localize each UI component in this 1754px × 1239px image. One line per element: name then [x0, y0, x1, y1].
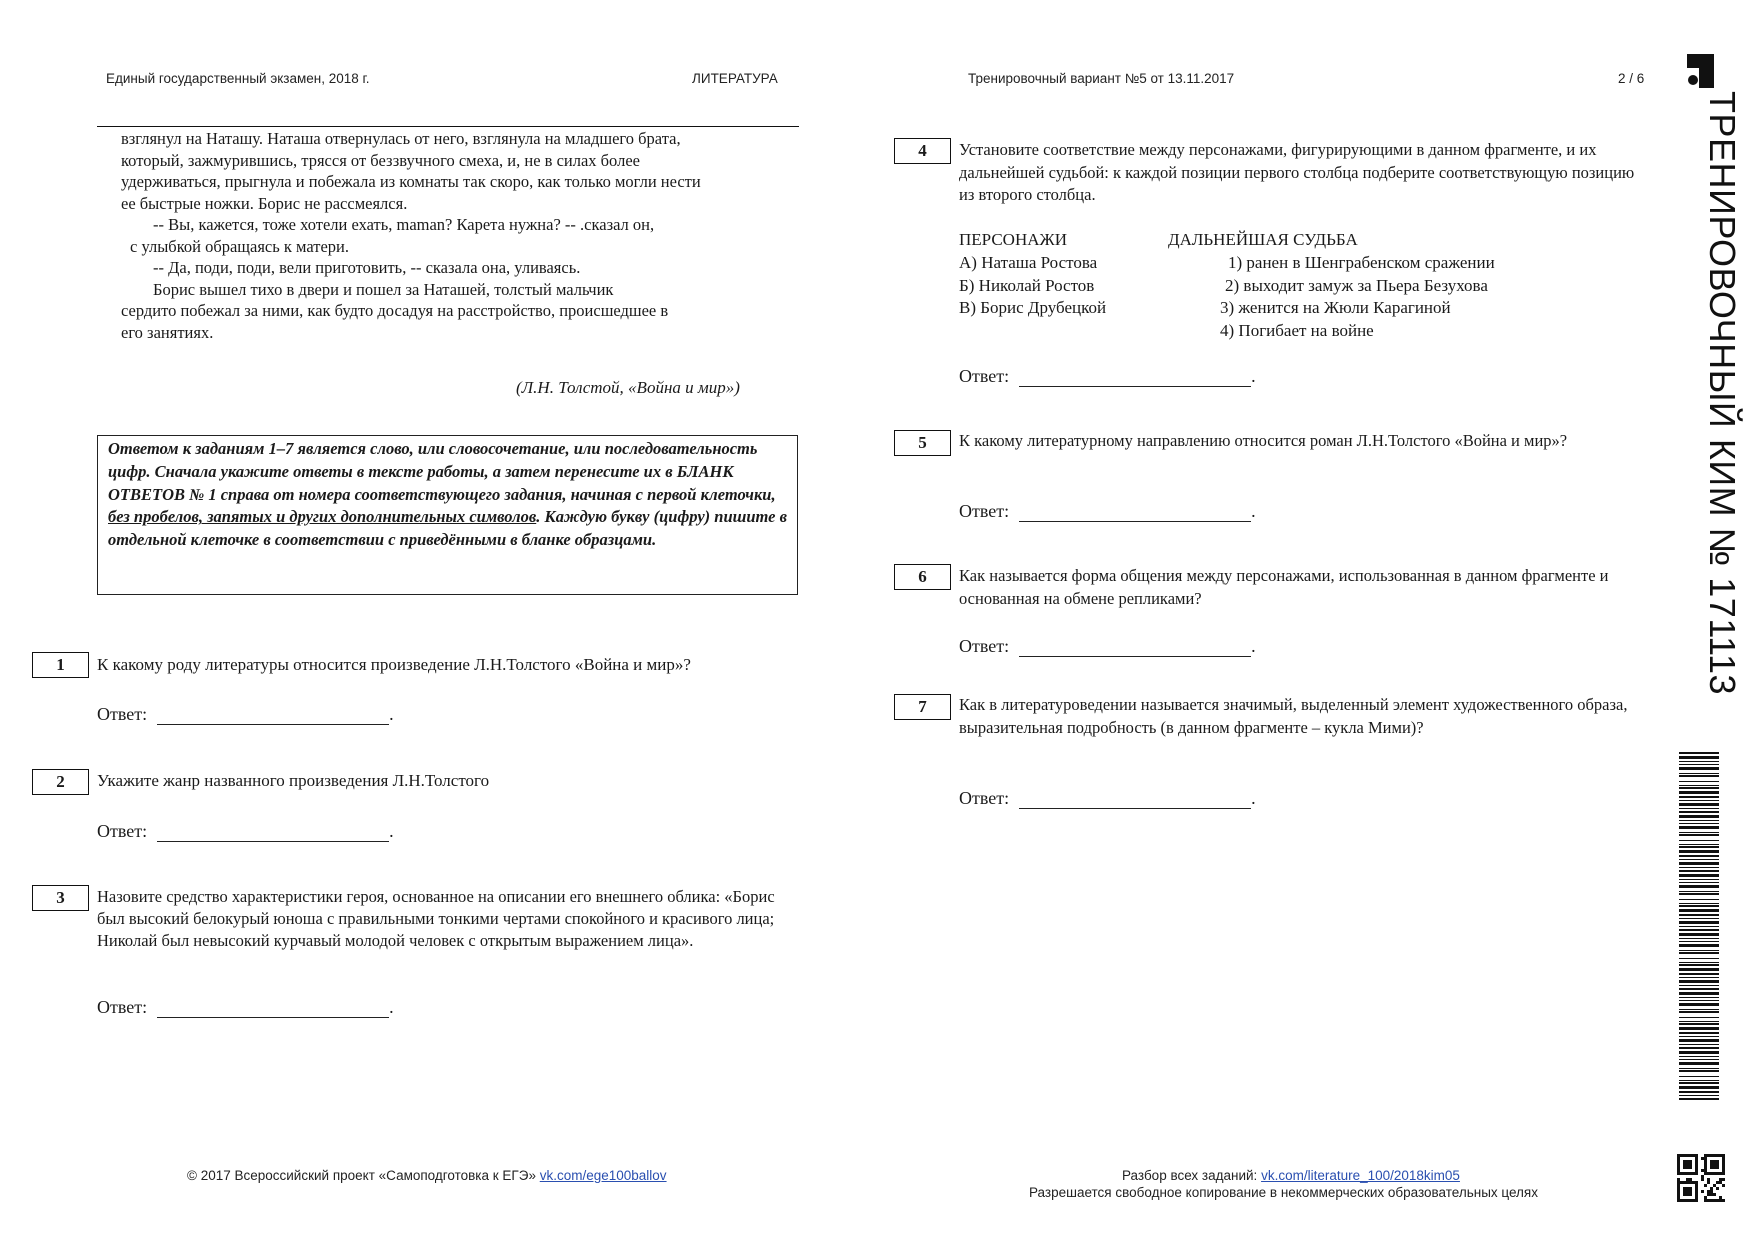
character-item: Б) Николай Ростов [959, 275, 1095, 295]
task-7-text: Как в литературоведении называется значимый, выделенный элемент художественного образа, выразительная подробность (в данном фрагменте – кукла Мими)? [959, 695, 1628, 737]
task-number-4: 4 [894, 138, 951, 164]
answer-label: Ответ: [97, 997, 148, 1017]
task-3-text: Назовите средство характеристики героя, основанное на описании его внешнего облика: «Борис был высокий белокурый юноша с правильными тонкими чертами спокойного и красивого лица; Николай был невысокий курчавый молодой человек с открытым выражением лица». [97, 887, 775, 950]
task-6-text: Как называется форма общения между персонажами, использованная в данном фрагменте и основанная на обмене репликами? [959, 566, 1609, 608]
exam-title: Единый государственный экзамен, 2018 г. [106, 71, 370, 86]
footer-left [187, 1168, 667, 1183]
task-number-7: 7 [894, 694, 951, 720]
task-number-5: 5 [894, 430, 951, 456]
passage-line: ее быстрые ножки. Борис не рассмеялся. [121, 193, 408, 213]
answer-3: Ответ: . [97, 997, 394, 1017]
answer-label: Ответ: [959, 501, 1010, 521]
answer-field-1[interactable] [157, 706, 389, 725]
answer-6: Ответ: . [959, 636, 1256, 656]
task-5-text: К какому литературному направлению относится роман Л.Н.Толстого «Война и мир»? [959, 431, 1568, 450]
variant-title: Тренировочный вариант №5 от 13.11.2017 [968, 71, 1235, 86]
answer-field-4[interactable] [1019, 368, 1251, 387]
character-item: А) Наташа Ростова [959, 253, 1098, 272]
fate-item: 3) женится на Жюли Карагиной [1220, 298, 1451, 317]
instruction-part1: Ответом к заданиям 1–7 является слово, или словосочетание, или последовательность цифр. Сначала укажите ответы в тексте работы, а затем перенесите их в БЛАНК ОТВЕТОВ № 1 справа от номера соответствующего задания, начиная с первой клеточки, [108, 439, 776, 504]
answer-label: Ответ: [97, 704, 148, 724]
answer-7: Ответ: . [959, 788, 1256, 808]
answer-2: Ответ: . [97, 821, 394, 841]
answer-label: Ответ: [959, 788, 1010, 808]
instruction-underlined: без пробелов, запятых и других дополнительных символов [108, 507, 537, 527]
task-number-6: 6 [894, 564, 951, 590]
fate-item: 2) выходит замуж за Пьера Безухова [1225, 275, 1488, 295]
task-2-text: Укажите жанр названного произведения Л.Н.Толстого [97, 771, 490, 790]
answer-label: Ответ: [97, 821, 148, 841]
passage-line: который, зажмурившись, трясся от беззвучного смеха, и, не в силах более [121, 150, 640, 170]
passage [121, 128, 801, 343]
answer-field-5[interactable] [1019, 503, 1251, 522]
matching-col2-header: ДАЛЬНЕЙШАЯ СУДЬБА [1168, 230, 1358, 249]
copy-note: Разрешается свободное копирование в некоммерческих образовательных целях [1029, 1185, 1538, 1200]
character-item: В) Борис Друбецкой [959, 298, 1107, 317]
instruction-box [97, 435, 798, 595]
task-number-1: 1 [32, 652, 89, 678]
page-number: 2 / 6 [1618, 71, 1645, 86]
citation: (Л.Н. Толстой, «Война и мир») [516, 378, 740, 397]
passage-line: с улыбкой обращаясь к матери. [130, 236, 349, 256]
task-1-text: К какому роду литературы относится произведение Л.Н.Толстого «Война и мир»? [97, 655, 691, 674]
passage-line: его занятиях. [121, 322, 214, 342]
answer-field-7[interactable] [1019, 790, 1251, 809]
answer-5: Ответ: . [959, 501, 1256, 521]
answer-label: Ответ: [959, 636, 1010, 656]
task-number-2: 2 [32, 769, 89, 795]
passage-line: Борис вышел тихо в двери и пошел за Наташей, толстый мальчик [153, 279, 614, 299]
passage-line: удерживаться, прыгнула и побежала из комнаты так скоро, как только могли нести [121, 172, 701, 191]
task-4-text: Установите соответствие между персонажами, фигурирующими в данном фрагменте, и их дальнейшей судьбой: к каждой позиции первого столбца подберите соответствующую позицию из второго столбца. [959, 140, 1635, 204]
matching-characters [959, 252, 1106, 320]
footer-left-text: © 2017 Всероссийский проект «Самоподготовка к ЕГЭ» [187, 1168, 536, 1183]
fate-item: 1) ранен в Шенграбенском сражении [1228, 253, 1495, 272]
task-number-3: 3 [32, 885, 89, 911]
answer-1: Ответ: . [97, 704, 394, 724]
passage-top-rule [97, 126, 799, 127]
barcode-icon [1679, 752, 1719, 1100]
logo-icon [1687, 54, 1714, 88]
answer-field-3[interactable] [157, 999, 389, 1018]
footer-left-link[interactable]: vk.com/ege100ballov [539, 1168, 667, 1183]
footer-right-link[interactable]: vk.com/literature_100/2018kim05 [1261, 1168, 1460, 1183]
passage-line: взглянул на Наташу. Наташа отвернулась от него, взглянула на младшего брата, [121, 129, 681, 148]
qr-code-icon [1677, 1154, 1725, 1202]
answer-field-6[interactable] [1019, 638, 1251, 657]
answer-field-2[interactable] [157, 823, 389, 842]
matching-col1-header: ПЕРСОНАЖИ [959, 230, 1068, 249]
matching-fates [1220, 252, 1495, 342]
passage-line: -- Вы, кажется, тоже хотели ехать, maman? Карета нужна? -- .сказал он, [153, 215, 655, 234]
instruction-part2: . Каждую букву (цифру) пишите в отдельной клеточке в соответствии с приведёнными в бланке образцами. [108, 507, 787, 550]
subject-title: ЛИТЕРАТУРА [692, 71, 778, 86]
answer-4: Ответ: . [959, 366, 1256, 386]
footer-right-text: Разбор всех заданий: [1122, 1168, 1258, 1183]
fate-item: 4) Погибает на войне [1220, 320, 1374, 340]
answer-label: Ответ: [959, 366, 1010, 386]
footer-right [1122, 1168, 1460, 1183]
side-title: ТРЕНИРОВОЧНЫЙ КИМ № 171113 [1702, 90, 1743, 696]
passage-line: сердито побежал за ними, как будто досадуя на расстройство, происшедшее в [121, 301, 669, 320]
passage-line: -- Да, поди, поди, вели приготовить, -- сказала она, уливаясь. [153, 258, 581, 277]
